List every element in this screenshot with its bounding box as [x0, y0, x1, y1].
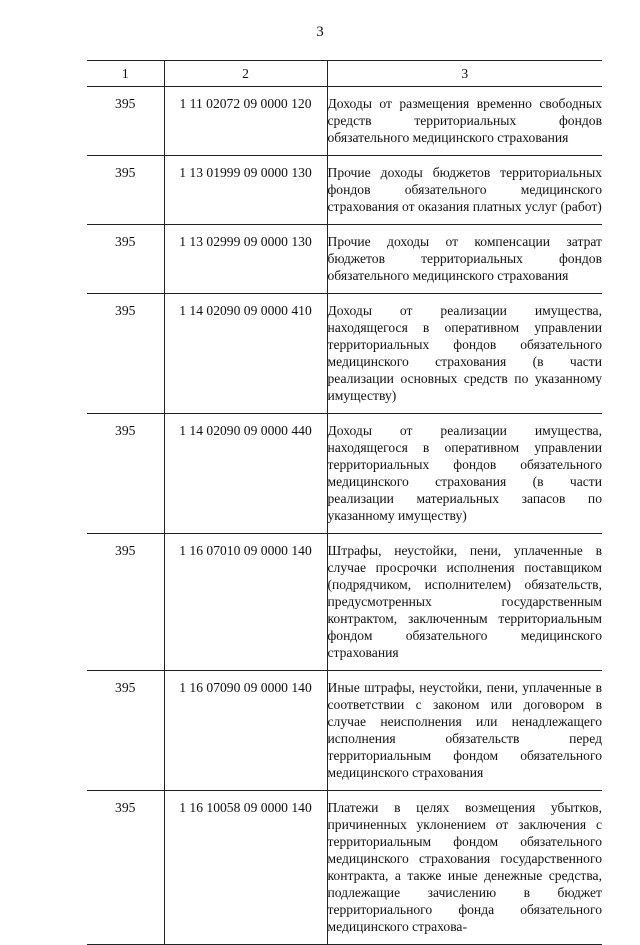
table-row	[87, 294, 602, 414]
description-cell: Прочие доходы от компенсации затрат бюджетов территориальных фондов обязательного медицинского страхования	[327, 225, 602, 294]
budget-code-cell: 1 14 02090 09 0000 410	[164, 294, 327, 414]
table-row	[87, 414, 602, 534]
budget-code-cell: 1 13 02999 09 0000 130	[164, 225, 327, 294]
admin-code-cell: 395	[87, 225, 164, 294]
table-row	[87, 225, 602, 294]
table-row	[87, 534, 602, 671]
budget-code-cell: 1 16 07090 09 0000 140	[164, 671, 327, 791]
admin-code-cell: 395	[87, 534, 164, 671]
description-cell: Платежи в целях возмещения убытков, причиненных уклонением от заключения с территориальным фондом обязательного медицинского страхования государственного контракта, а также иные денежные средства, подлежащие зачислению в бюджет территориального фонда обязательного медицинского страхова-	[327, 791, 602, 945]
description-cell: Штрафы, неустойки, пени, уплаченные в случае просрочки исполнения поставщиком (подрядчиком, исполнителем) обязательств, предусмотренных государственным контрактом, заключенным территориальным фондом обязательного медицинского страхования	[327, 534, 602, 671]
revenue-codes-table	[87, 60, 602, 945]
admin-code-cell: 395	[87, 87, 164, 156]
admin-code-cell: 395	[87, 294, 164, 414]
table-row	[87, 671, 602, 791]
budget-code-cell: 1 16 07010 09 0000 140	[164, 534, 327, 671]
table-row	[87, 791, 602, 945]
admin-code-cell: 395	[87, 156, 164, 225]
column-header-2: 2	[164, 61, 327, 87]
table-header-row	[87, 61, 602, 87]
description-cell: Доходы от размещения временно свободных средств территориальных фондов обязательного медицинского страхования	[327, 87, 602, 156]
budget-code-cell: 1 11 02072 09 0000 120	[164, 87, 327, 156]
admin-code-cell: 395	[87, 414, 164, 534]
page-number: 3	[316, 24, 324, 40]
description-cell: Прочие доходы бюджетов территориальных фондов обязательного медицинского страхования от оказания платных услуг (работ)	[327, 156, 602, 225]
description-cell: Иные штрафы, неустойки, пени, уплаченные в соответствии с законом или договором в случае неисполнения или ненадлежащего исполнения обязательств перед территориальным фондом обязательного медицинского страхования	[327, 671, 602, 791]
table-row	[87, 87, 602, 156]
budget-code-cell: 1 13 01999 09 0000 130	[164, 156, 327, 225]
description-cell: Доходы от реализации имущества, находящегося в оперативном управлении территориальных фондов обязательного медицинского страхования (в части реализации материальных запасов по указанному имуществу)	[327, 414, 602, 534]
column-header-3: 3	[327, 61, 602, 87]
admin-code-cell: 395	[87, 791, 164, 945]
budget-code-cell: 1 14 02090 09 0000 440	[164, 414, 327, 534]
description-cell: Доходы от реализации имущества, находящегося в оперативном управлении территориальных фондов обязательного медицинского страхования (в части реализации основных средств по указанному имуществу)	[327, 294, 602, 414]
budget-code-cell: 1 16 10058 09 0000 140	[164, 791, 327, 945]
column-header-1: 1	[87, 61, 164, 87]
admin-code-cell: 395	[87, 671, 164, 791]
table-row	[87, 156, 602, 225]
